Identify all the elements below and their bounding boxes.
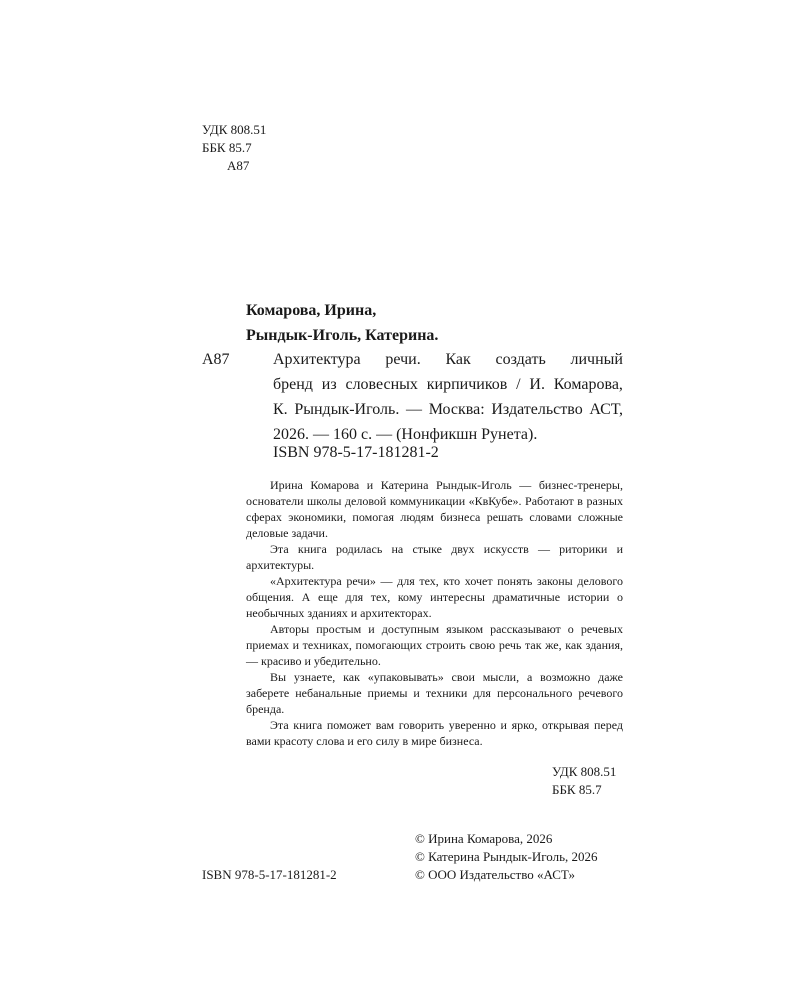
biblio-word: Комарова, <box>553 376 623 393</box>
biblio-word: словесных <box>345 376 418 393</box>
annotation <box>246 477 623 749</box>
annotation-paragraph: Авторы простым и доступным языком рассказывают о речевых приемах и техниках, помогающих строить свою речь так же, как здания, — красиво и убедительно. <box>246 622 623 668</box>
annotation-paragraph: Эта книга поможет вам говорить уверенно и ярко, открывая перед вами красоту слова и его силу в мире бизнеса. <box>246 718 623 748</box>
biblio-line <box>273 372 623 397</box>
annotation-paragraph: Вы узнаете, как «упаковывать» свои мысли, а возможно даже заберете небанальные приемы и техники для персонального речевого бренда. <box>246 670 623 716</box>
biblio-word: из <box>321 376 337 393</box>
biblio-word: Как <box>445 351 471 368</box>
annotation-paragraph: Ирина Комарова и Катерина Рындык-Иголь — бизнес-тренеры, основатели школы деловой коммуникации «КвКубе». Работают в разных сферах экономики, помогая людям бизнеса решать словами сложные деловые задачи. <box>246 478 623 540</box>
biblio-word: — <box>406 401 423 418</box>
annotation-paragraph: «Архитектура речи» — для тех, кто хочет понять законы делового общения. А еще для тех, кому интересны драматичные истории о необычных зданиях и архитекторах. <box>246 574 623 620</box>
biblio-word: Издательство <box>491 401 583 418</box>
bbk-code: ББК 85.7 <box>202 140 252 155</box>
udk-code: УДК 808.51 <box>202 122 267 137</box>
classification-bottom <box>552 763 616 799</box>
copyright-line: © ООО Издательство «АСТ» <box>415 867 576 882</box>
biblio-word: / <box>516 376 521 393</box>
biblio-line <box>273 397 623 422</box>
bbk-code: ББК 85.7 <box>552 782 602 797</box>
classification-top <box>202 121 266 175</box>
biblio-word: Архитектура <box>273 351 361 368</box>
copyright-block <box>415 830 598 884</box>
biblio-word: АСТ, <box>589 401 623 418</box>
biblio-word: кирпичиков <box>426 376 508 393</box>
biblio-word: 2026. — 160 с. — (Нонфикшн Рунета). <box>273 426 538 443</box>
annotation-paragraph: Эта книга родилась на стыке двух искусств — риторики и архитектуры. <box>246 542 623 572</box>
biblio-word: Москва: <box>428 401 485 418</box>
isbn-main: ISBN 978-5-17-181281-2 <box>273 444 439 461</box>
authors-heading <box>246 298 438 348</box>
author-sign: А87 <box>227 158 250 173</box>
copyright-line: © Катерина Рындык-Иголь, 2026 <box>415 849 598 864</box>
author-name: Рындык-Иголь, Катерина. <box>246 327 439 344</box>
copyright-line: © Ирина Комарова, 2026 <box>415 831 553 846</box>
biblio-word: речи. <box>385 351 421 368</box>
udk-code: УДК 808.51 <box>552 764 617 779</box>
biblio-word: К. <box>273 401 288 418</box>
author-name: Комарова, Ирина, <box>246 302 377 319</box>
biblio-word: И. <box>529 376 545 393</box>
bibliographic-description <box>273 347 623 447</box>
isbn-bottom: ISBN 978-5-17-181281-2 <box>202 867 337 882</box>
biblio-line <box>273 347 623 372</box>
biblio-word: личный <box>570 351 623 368</box>
biblio-word: бренд <box>273 376 313 393</box>
biblio-word: Рындык-Иголь. <box>294 401 400 418</box>
biblio-word: создать <box>495 351 546 368</box>
author-sign-left: А87 <box>202 351 230 368</box>
